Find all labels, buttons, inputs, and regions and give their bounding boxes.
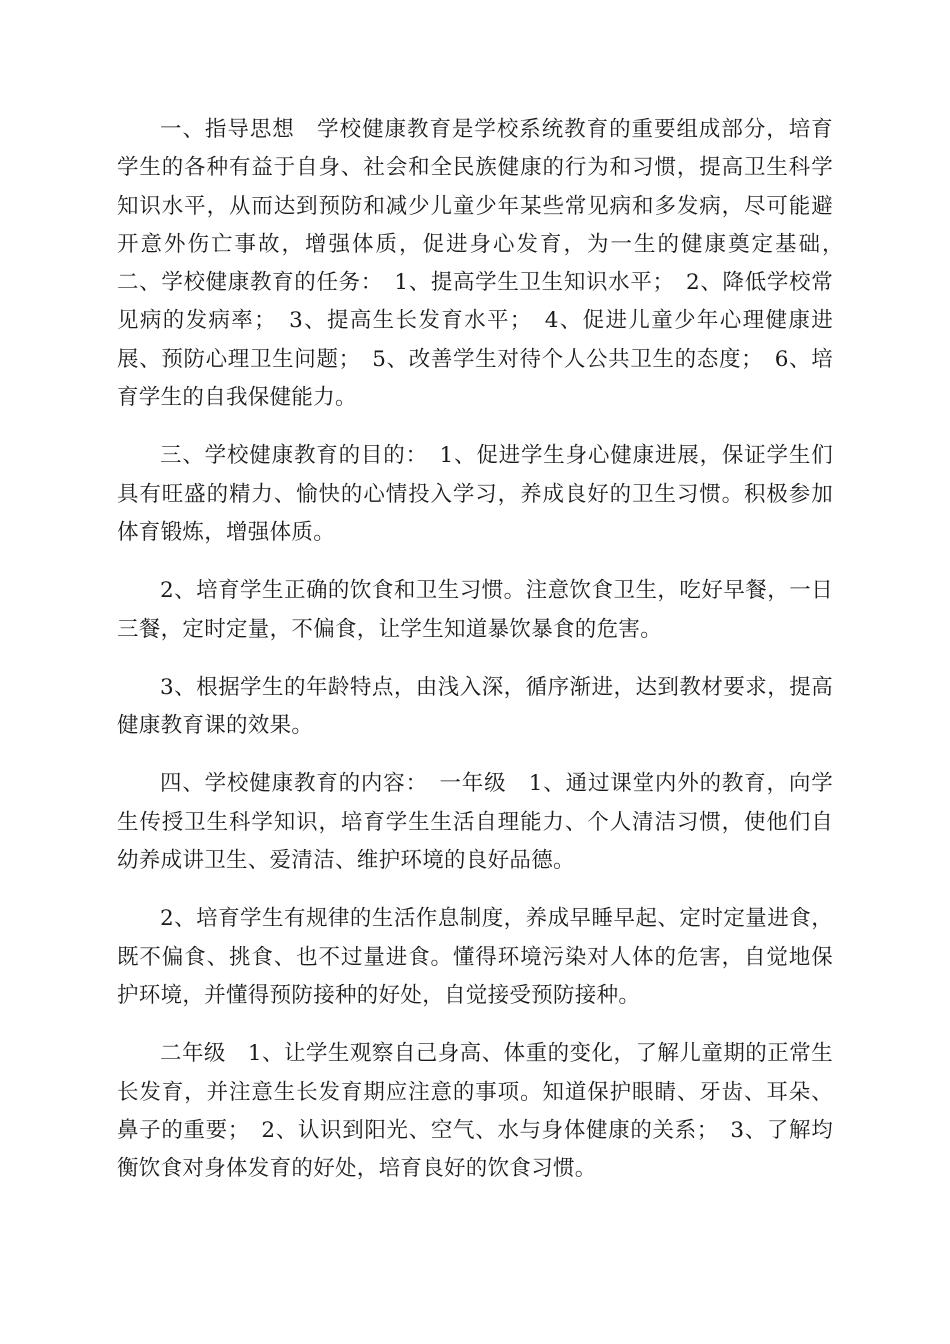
paragraph-diet-habits: 2、培育学生正确的饮食和卫生习惯。注意饮食卫生，吃好早餐，一日三餐，定时定量，不偏食，让学生知道暴饮暴食的危害。	[117, 578, 833, 642]
paragraph-purpose: 三、学校健康教育的目的： 1、促进学生身心健康进展，保证学生们具有旺盛的精力、愉快的心情投入学习，养成良好的卫生习惯。积极参加体育锻炼，增强体质。	[117, 443, 833, 545]
paragraph-guiding-ideology-and-tasks: 一、指导思想 学校健康教育是学校系统教育的重要组成部分，培育学生的各种有益于自身、社会和全民族健康的行为和习惯，提高卫生科学知识水平，从而达到预防和减少儿童少年某些常见病和多发病，尽可能避开意外伤亡事故，增强体质，促进身心发育，为一生的健康奠定基础， 二、学校健康教育的任务： 1、提高学生卫生知识水平； 2、降低学校常见病的发病率； 3、提高生长发育水平； 4、促进儿童少年心理健康进展、预防心理卫生问题； 5、改善学生对待个人公共卫生的态度； 6、培育学生的自我保健能力。	[117, 117, 855, 411]
paragraph-grade-two: 二年级 1、让学生观察自己身高、体重的变化，了解儿童期的正常生长发育，并注意生长发育期应注意的事项。知道保护眼睛、牙齿、耳朵、鼻子的重要； 2、认识到阳光、空气、水与身体健康的关系； 3、了解均衡饮食对身体发育的好处，培育良好的饮食习惯。	[117, 1041, 833, 1182]
document-body	[117, 111, 855, 1188]
paragraph-content-grade-one: 四、学校健康教育的内容： 一年级 1、通过课堂内外的教育，向学生传授卫生科学知识，培育学生生活自理能力、个人清洁习惯，使他们自幼养成讲卫生、爱清洁、维护环境的良好品德。	[117, 771, 833, 874]
paragraph-age-characteristics: 3、根据学生的年龄特点，由浅入深，循序渐进，达到教材要求，提高健康教育课的效果。	[117, 674, 833, 739]
paragraph-routine-and-environment: 2、培育学生有规律的生活作息制度，养成早睡早起、定时定量进食，既不偏食、挑食、也不过量进食。懂得环境污染对人体的危害，自觉地保护环境，并懂得预防接种的好处，自觉接受预防接种。	[117, 906, 833, 1008]
